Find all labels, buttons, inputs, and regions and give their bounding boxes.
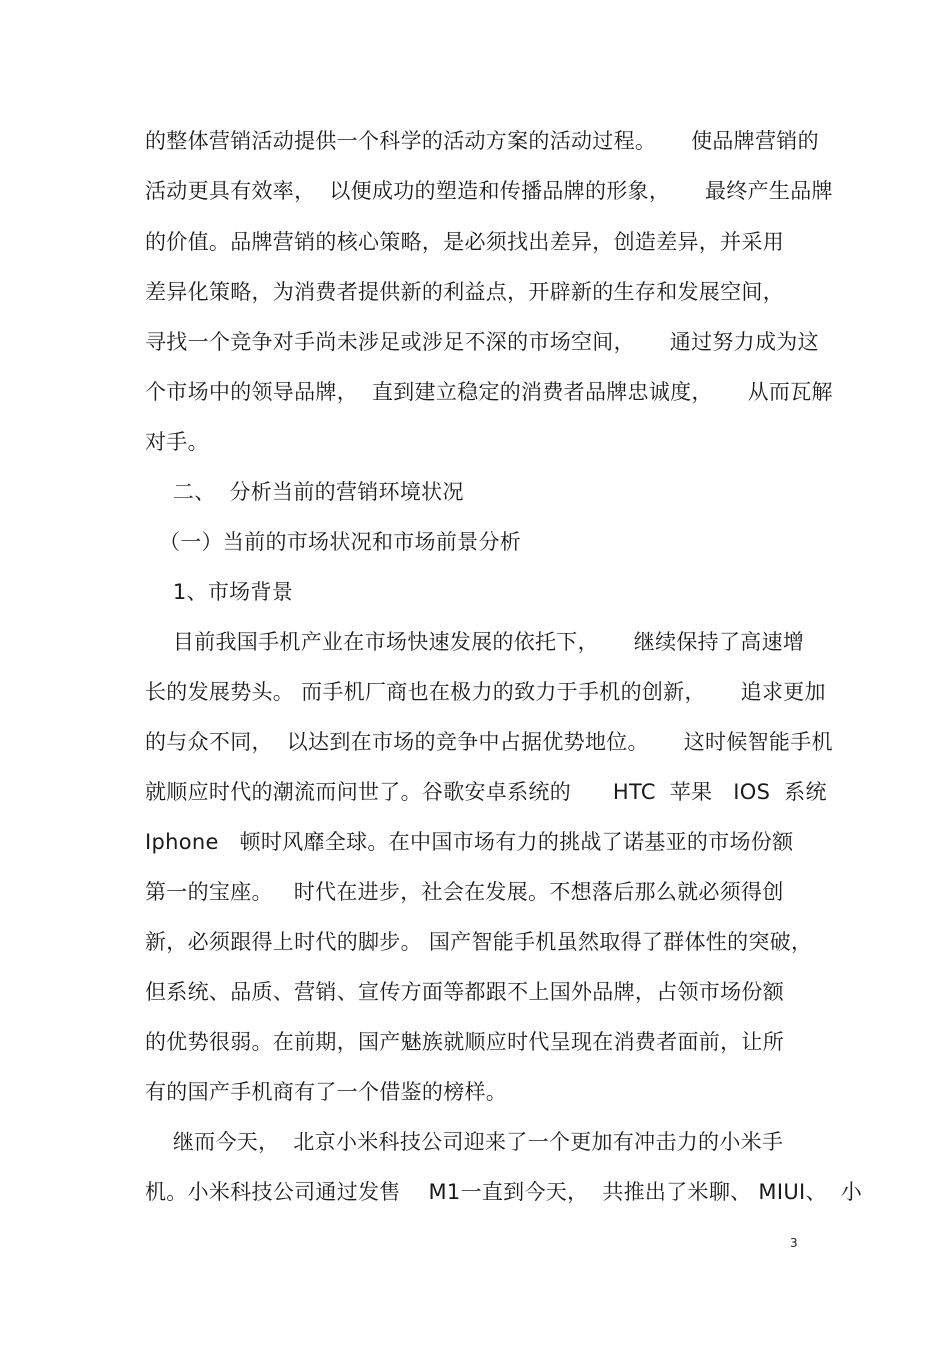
text-line: 的价值。品牌营销的核心策略，是必须找出差异，创造差异，并采用 [145,230,784,254]
text-line: 寻找一个竞争对手尚未涉足或涉足不深的市场空间， 通过努力成为这 [145,330,819,354]
page-number: 3 [790,1236,798,1250]
text-line: 第一的宝座。 时代在进步，社会在发展。不想落后那么就必须得创 [145,880,784,904]
subsection-heading: 1、市场背景 [145,580,294,604]
text-line: 继而今天， 北京小米科技公司迎来了一个更加有冲击力的小米手 [145,1130,784,1154]
subsection-heading: （一）当前的市场状况和市场前景分析 [145,530,522,554]
text-line: 对手。 [145,430,209,454]
text-line: 活动更具有效率， 以便成功的塑造和传播品牌的形象， 最终产生品牌 [145,179,833,203]
section-heading: 二、 分析当前的营销环境状况 [145,480,464,504]
text-line: 的整体营销活动提供一个科学的活动方案的活动过程。 使品牌营销的 [145,129,819,153]
text-line: 的与众不同， 以达到在市场的竞争中占据优势地位。 这时候智能手机 [145,730,833,754]
text-line: 有的国产手机商有了一个借鉴的榜样。 [145,1080,508,1104]
text-line: 个市场中的领导品牌， 直到建立稳定的消费者品牌忠诚度， 从而瓦解 [145,380,833,404]
text-line: Iphone 顿时风靡全球。在中国市场有力的挑战了诺基亚的市场份额 [145,830,794,854]
text-line: 差异化策略，为消费者提供新的利益点，开辟新的生存和发展空间， [145,280,784,304]
text-line: 新，必须跟得上时代的脚步。 国产智能手机虽然取得了群体性的突破， [145,930,813,954]
text-line: 长的发展势头。 而手机厂商也在极力的致力于手机的创新， 追求更加 [145,680,826,704]
text-line: 就顺应时代的潮流而问世了。谷歌安卓系统的 HTC 苹果 IOS 系统 [145,780,827,804]
text-line: 但系统、品质、营销、宣传方面等都跟不上国外品牌，占领市场份额 [145,980,784,1004]
text-line: 机。小米科技公司通过发售 M1一直到今天， 共推出了米聊、 MIUI、 小 [145,1180,863,1204]
text-line: 目前我国手机产业在市场快速发展的依托下， 继续保持了高速增 [145,630,805,654]
text-line: 的优势很弱。在前期，国产魅族就顺应时代呈现在消费者面前，让所 [145,1030,784,1054]
